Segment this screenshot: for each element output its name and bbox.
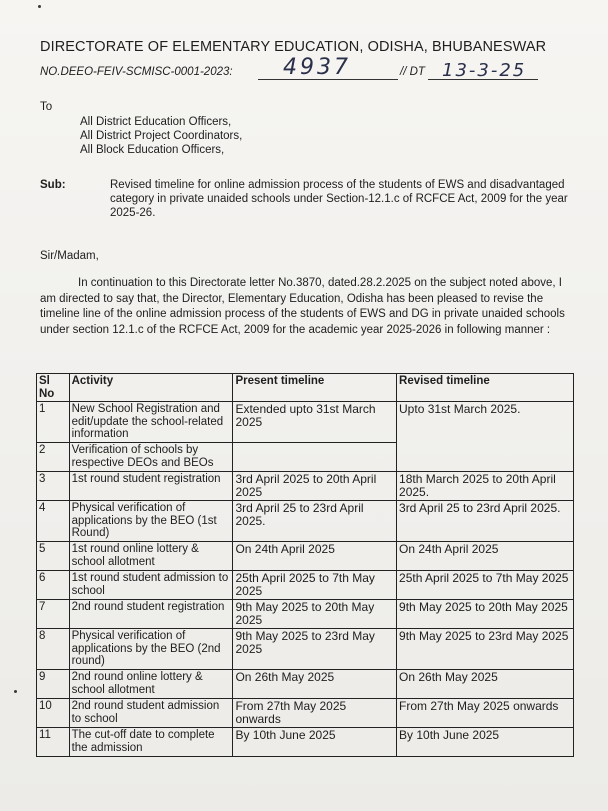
cell-sl: 8 [37,629,70,670]
cell-revised: By 10th June 2025 [397,728,574,757]
table-header-row [37,374,574,402]
letter-date: 13-3-25 [442,60,527,81]
cell-revised: On 26th May 2025 [397,670,574,699]
subject-text: Revised timeline for online admission process of the students of EWS and disadvantaged category in private unaided schools under Section-12.1.c of RCFCE Act, 2009 for the year 2025-26. [110,179,568,219]
cell-sl: 7 [37,600,70,629]
recipient-line: All District Project Coordinators, [80,130,243,142]
cell-present: 9th May 2025 to 20th May 2025 [233,600,397,629]
timeline-table [36,373,574,757]
table-row [37,472,574,501]
cell-sl: 4 [37,501,70,542]
cell-activity: 1st round student registration [69,472,233,501]
body-text: In continuation to this Directorate letter No.3870, dated.28.2.2025 on the subject noted above, I am directed to say that, the Director, Elementary Education, Odisha has been pleased to revise the timeline line of the online admission process of the students of EWS and DG in private unaided schools under section 12.1.c of the RCFCE Act, 2009 for the academic year 2025-2026 in following manner : [40,277,565,336]
letter-heading: DIRECTORATE OF ELEMENTARY EDUCATION, ODISHA, BHUBANESWAR [40,39,547,55]
recipient-line: All Block Education Officers, [80,144,225,156]
salutation: Sir/Madam, [40,250,99,262]
cell-activity: Physical verification of applications by the BEO (1st Round) [69,501,233,542]
table-row [37,728,574,757]
cell-present: Extended upto 31st March 2025 [233,402,397,443]
reference-line [40,66,233,78]
cell-activity: The cut-off date to complete the admission [69,728,233,757]
cell-present: 3rd April 2025 to 20th April 2025 [233,472,397,501]
cell-sl: 5 [37,542,70,571]
cell-revised: 18th March 2025 to 20th April 2025. [397,472,574,501]
cell-activity: New School Registration and edit/update the school-related information [69,402,233,443]
table-row [37,670,574,699]
cell-sl: 3 [37,472,70,501]
cell-present [233,443,397,472]
table-row [37,600,574,629]
cell-present: On 24th April 2025 [233,542,397,571]
scan-speck [14,690,17,693]
cell-sl: 11 [37,728,70,757]
cell-sl: 2 [37,443,70,472]
cell-activity: 1st round student admission to school [69,571,233,600]
cell-activity: 1st round online lottery & school allotment [69,542,233,571]
letter-number: 4937 [283,55,351,80]
cell-revised: 3rd April 25 to 23rd April 2025. [397,501,574,542]
col-activity: Activity [69,374,233,402]
cell-sl: 9 [37,670,70,699]
reference-code: DEEO-FEIV-SCMISC-0001-2023: [60,66,233,78]
cell-revised: 25th April 2025 to 7th May 2025 [397,571,574,600]
cell-sl: 1 [37,402,70,443]
cell-activity: Verification of schools by respective DEOs and BEOs [69,443,233,472]
cell-sl: 10 [37,699,70,728]
cell-activity: 2nd round student registration [69,600,233,629]
cell-present: 3rd April 25 to 23rd April 2025. [233,501,397,542]
cell-present: On 26th May 2025 [233,670,397,699]
recipient-line: All District Education Officers, [80,116,232,128]
table-row [37,501,574,542]
cell-revised: 9th May 2025 to 23rd May 2025 [397,629,574,670]
table-row [37,629,574,670]
table-row [37,699,574,728]
col-revised-timeline: Revised timeline [397,374,574,402]
scan-speck [38,5,41,8]
table-row [37,571,574,600]
table-row [37,542,574,571]
cell-revised: 9th May 2025 to 20th May 2025 [397,600,574,629]
to-label: To [40,101,53,113]
cell-sl: 6 [37,571,70,600]
cell-present: 9th May 2025 to 23rd May 2025 [233,629,397,670]
cell-revised: From 27th May 2025 onwards [397,699,574,728]
cell-present: By 10th June 2025 [233,728,397,757]
body-paragraph [40,276,580,338]
cell-revised: Upto 31st March 2025. [397,402,574,472]
cell-activity: Physical verification of applications by the BEO (2nd round) [69,629,233,670]
cell-activity: 2nd round student admission to school [69,699,233,728]
col-sl-no: Sl No [37,374,70,402]
col-present-timeline: Present timeline [233,374,397,402]
subject-label: Sub: [40,179,66,191]
cell-activity: 2nd round online lottery & school allotment [69,670,233,699]
cell-present: 25th April 2025 to 7th May 2025 [233,571,397,600]
cell-revised: On 24th April 2025 [397,542,574,571]
no-label: NO. [40,66,61,78]
dt-label: // DT [400,66,425,78]
table-row [37,402,574,443]
cell-present: From 27th May 2025 onwards [233,699,397,728]
